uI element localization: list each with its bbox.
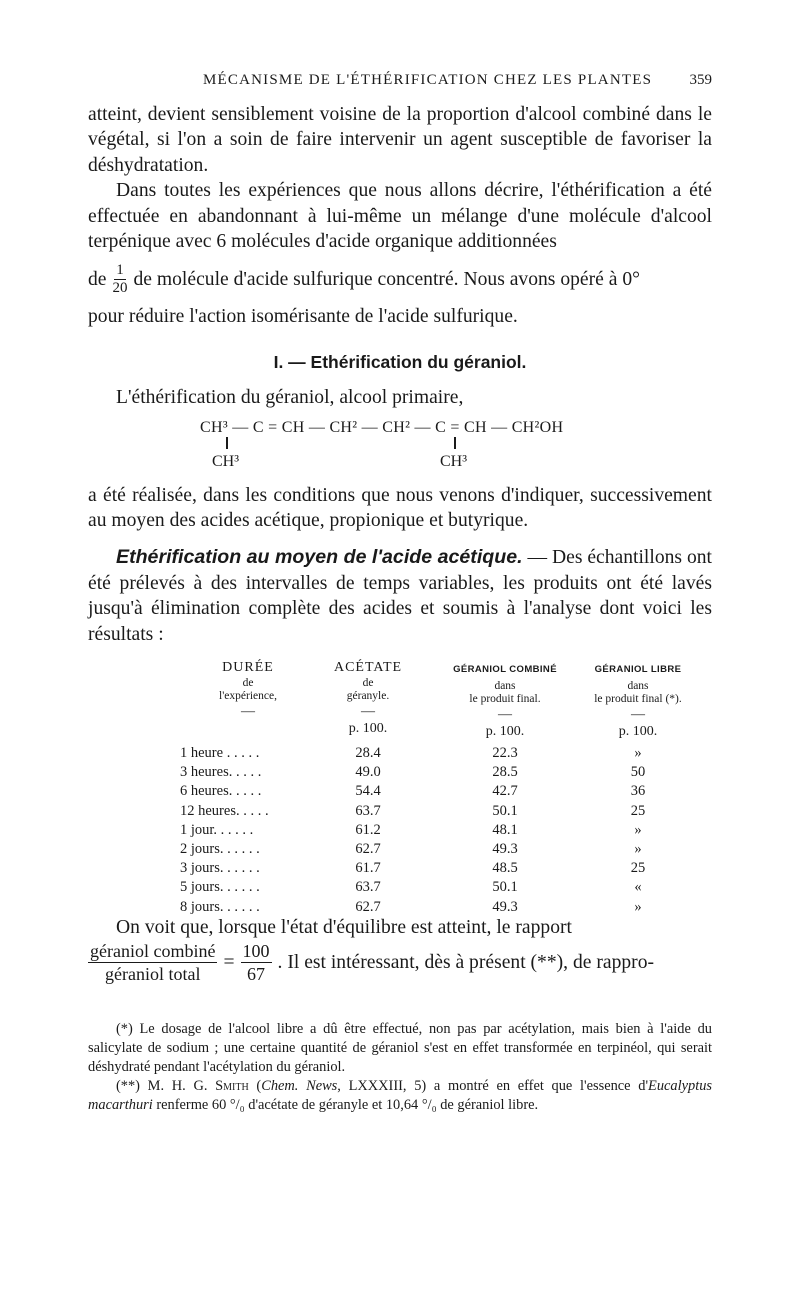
row-acetate: 49.0 <box>355 764 381 781</box>
col-combine-dash: — <box>498 706 512 722</box>
col-libre-dash: — <box>631 706 645 722</box>
section-title: I. — Ethérification du géraniol. <box>273 351 527 372</box>
row-combine: 50.1 <box>492 802 518 819</box>
ratio-fraction <box>88 940 217 985</box>
formula-bond-1 <box>226 437 228 449</box>
row-libre: 36 <box>630 783 646 800</box>
paragraph-acetic <box>88 545 712 647</box>
paragraph-conditions: a été réalisée, dans les conditions que nous venons d'indiquer, successivement au moyen des acides acétique, propionique et butyrique. <box>88 484 712 532</box>
footnotes <box>88 1020 712 1115</box>
row-combine: 50.1 <box>492 879 518 896</box>
ratio-line <box>88 941 712 985</box>
row-libre: 25 <box>630 860 646 877</box>
table-col-libre-header <box>568 661 708 741</box>
row-acetate: 54.4 <box>355 783 381 800</box>
row-combine: 28.5 <box>492 764 518 781</box>
value-denominator: 67 <box>247 964 266 984</box>
subsection-title: Ethérification au moyen de l'acide acétique. <box>116 546 523 569</box>
row-duree: 3 heures. . . . . <box>180 764 262 781</box>
footnote-2-part-a: (**) M. H. G. <box>116 1078 216 1094</box>
row-libre: « <box>634 879 642 896</box>
formula-main-chain: CH³ — C = CH — CH² — CH² — C = CH — CH²OH <box>200 418 564 436</box>
col-libre-sub2: le produit final (*). <box>594 692 682 705</box>
row-libre: 25 <box>630 802 646 819</box>
col-acetate-sub1: de <box>362 676 374 689</box>
row-duree: 1 heure . . . . . <box>180 745 260 762</box>
ratio-equals: = <box>223 951 235 973</box>
row-acetate: 61.2 <box>355 821 381 838</box>
row-libre: 50 <box>630 764 646 781</box>
row-duree: 6 heures. . . . . <box>180 783 262 800</box>
row-duree: 8 jours. . . . . . <box>180 898 260 915</box>
row-combine: 49.3 <box>492 898 518 915</box>
footnote-2-part-d: renferme 60 °/₀ d'acétate de géranyle et 10,64 °/₀ de géraniol libre. <box>152 1097 539 1113</box>
col-duree-sub2: l'expérience, <box>219 689 277 702</box>
footnote-1: (*) Le dosage de l'alcool libre a dû être effectué, non pas par acétylation, mais bien à l'aide du salicylate de sodium ; une certaine quantité de géraniol s'est en effet transformée en terpinéol, qui serait déshydraté pendant l'acétylation du géraniol. <box>88 1021 712 1075</box>
paragraph-ratio: On voit que, lorsque l'état d'équilibre est atteint, le rapport <box>116 917 572 939</box>
row-acetate: 63.7 <box>355 802 381 819</box>
page-header <box>88 72 712 96</box>
footnote-2-species: Eucalyptus macarthuri <box>88 1078 712 1113</box>
fraction-suffix: de molécule d'acide sulfurique concentré. Nous avons opéré à 0° <box>133 268 640 290</box>
footnote-2 <box>88 1077 712 1115</box>
row-acetate: 28.4 <box>355 745 381 762</box>
geraniol-formula <box>88 415 712 475</box>
row-duree: 1 jour. . . . . . <box>180 821 254 838</box>
paragraph-continuation: atteint, devient sensiblement voisine de la proportion d'alcool combiné dans le végétal, si l'on a soin de faire intervenir un agent susceptible de favoriser la déshydratation. <box>88 104 712 176</box>
row-combine: 48.1 <box>492 821 518 838</box>
col-combine-sub1: dans <box>494 679 516 692</box>
col-libre-unit: p. 100. <box>618 724 658 740</box>
col-duree-dash: — <box>241 703 255 719</box>
row-duree: 2 jours. . . . . . <box>180 841 260 858</box>
col-acetate-sub2: géranyle. <box>346 689 390 702</box>
col-combine-sub2: le produit final. <box>469 692 541 705</box>
formula-methyl-1: CH³ <box>212 452 240 470</box>
fraction-numerator: 1 <box>116 261 124 278</box>
footnote-2-part-c: , LXXXIII, 5) a montré en effet que l'essence d' <box>337 1078 649 1094</box>
row-libre: » <box>634 841 642 858</box>
row-libre: » <box>634 745 642 762</box>
page-number: 359 <box>689 72 712 88</box>
fraction-one-twentieth <box>113 262 128 297</box>
value-fraction <box>241 940 272 985</box>
ratio-rest: . Il est intéressant, dès à présent (**), de rappro- <box>277 951 655 973</box>
col-libre-sub1: dans <box>627 679 649 692</box>
row-acetate: 62.7 <box>355 841 381 858</box>
row-combine: 48.5 <box>492 860 518 877</box>
row-combine: 49.3 <box>492 841 518 858</box>
row-duree: 3 jours. . . . . . <box>180 860 260 877</box>
row-libre: » <box>634 821 642 838</box>
running-title: MÉCANISME DE L'ÉTHÉRIFICATION CHEZ LES PLANTES <box>203 72 653 88</box>
ratio-denominator: géraniol total <box>105 964 201 984</box>
table-col-combine-header <box>440 661 570 741</box>
col-acetate-unit: p. 100. <box>348 721 388 737</box>
col-combine-unit: p. 100. <box>485 724 525 740</box>
table-col-acetate-header <box>318 659 418 738</box>
row-duree: 5 jours. . . . . . <box>180 879 260 896</box>
col-libre-title: GÉRANIOL LIBRE <box>594 664 682 676</box>
row-acetate: 63.7 <box>355 879 381 896</box>
formula-bond-2 <box>454 437 456 449</box>
intro-line: L'éthérification du géraniol, alcool primaire, <box>116 387 464 409</box>
row-duree: 12 heures. . . . . <box>180 802 269 819</box>
paragraph-experiments: Dans toutes les expériences que nous allons décrire, l'éthérification a été effectuée en abandonnant à lui-même un mélange d'une molécule d'alcool terpénique avec 6 molécules d'acide organique additionnées <box>88 180 712 253</box>
col-duree-title: DURÉE <box>222 660 274 676</box>
row-combine: 22.3 <box>492 745 518 762</box>
paragraph-end: pour réduire l'action isomérisante de l'acide sulfurique. <box>88 306 518 328</box>
table-col-duree-header <box>188 659 308 720</box>
subsection-text: — Des échantillons ont été prélevés à des intervalles de temps variables, les produits ont été lavés jusqu'à élimination complète des acides et soumis à l'analyse dont voici les résultats : <box>88 547 712 645</box>
row-libre: » <box>634 898 642 915</box>
footnote-2-part-b: ( <box>248 1078 262 1094</box>
fraction-denominator: 20 <box>112 279 128 296</box>
formula-methyl-2: CH³ <box>440 452 468 470</box>
results-table <box>88 659 712 915</box>
col-duree-sub1: de <box>242 676 254 689</box>
footnote-2-journal: Chem. News <box>261 1078 338 1094</box>
col-acetate-dash: — <box>361 703 375 719</box>
main-text <box>88 102 712 985</box>
row-acetate: 62.7 <box>355 898 381 915</box>
row-combine: 42.7 <box>492 783 518 800</box>
fraction-prefix: de <box>88 268 107 290</box>
ratio-numerator: géraniol combiné <box>90 941 216 961</box>
fraction-line <box>88 254 712 304</box>
footnote-2-author: Smith <box>215 1078 249 1094</box>
row-acetate: 61.7 <box>355 860 381 877</box>
col-combine-title: GÉRANIOL COMBINÉ <box>453 664 557 676</box>
col-acetate-title: ACÉTATE <box>333 660 403 676</box>
value-numerator: 100 <box>242 941 270 961</box>
